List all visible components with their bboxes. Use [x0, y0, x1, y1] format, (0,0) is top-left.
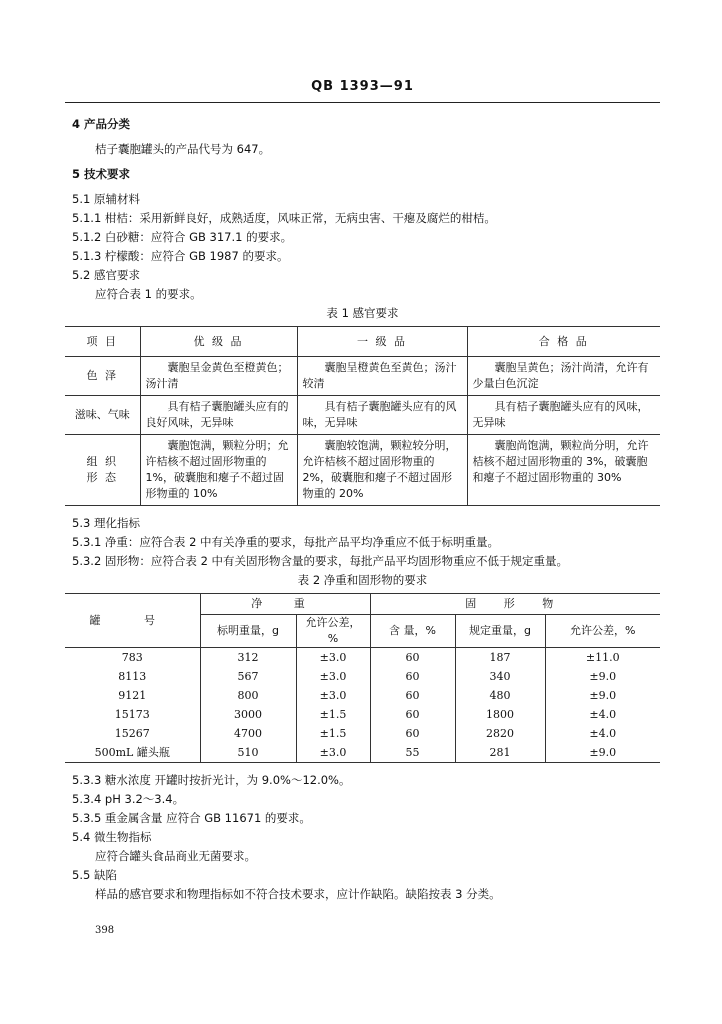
paragraph: 桔子囊胞罐头的产品代号为 647。: [95, 142, 271, 156]
clause: 5.1.1 柑桔：采用新鲜良好，成熟适度，风味正常，无病虫害、干瘪及腐烂的柑桔。: [72, 211, 496, 225]
subsection-heading: 5.1 原辅材料: [72, 192, 140, 206]
table2-caption: 表 2 净重和固形物的要求: [297, 573, 428, 587]
paragraph: 样品的感官要求和物理指标如不符合技术要求，应计作缺陷。缺陷按表 3 分类。: [95, 887, 501, 901]
clause: 5.3.5 重金属含量 应符合 GB 11671 的要求。: [72, 811, 311, 825]
table-cell: 囊胞较饱满，颗粒较分明，允许桔核不超过固形物重的 2%，破囊胞和瘪子不超过固形物重的 20%: [297, 435, 467, 506]
table-header: 允许公差，%: [296, 615, 370, 648]
table-cell: 60: [370, 667, 455, 686]
paragraph: 应符合表 1 的要求。: [95, 287, 202, 301]
table-cell: 4700: [200, 724, 296, 743]
table-cell: ±1.5: [296, 724, 370, 743]
table-cell: 15267: [65, 724, 200, 743]
table-cell: 具有桔子囊胞罐头应有的风味，无异味: [297, 396, 467, 435]
table-header: 含 量，%: [370, 615, 455, 648]
table-header: 罐 号: [65, 594, 200, 648]
document-code-header: QB 1393—91: [311, 79, 414, 94]
table-cell: 500mL 罐头瓶: [65, 743, 200, 763]
table-cell: ±3.0: [296, 648, 370, 668]
table-cell: 囊胞饱满，颗粒分明；允许桔核不超过固形物重的 1%，破囊胞和瘪子不超过固形物重的 10%: [140, 435, 297, 506]
table-cell: 187: [455, 648, 545, 668]
subsection-heading: 5.5 缺陷: [72, 868, 117, 882]
table-cell: 15173: [65, 705, 200, 724]
table-row: [65, 724, 660, 743]
table-header: 固 形 物: [370, 594, 660, 615]
table-header: 一 级 品: [297, 327, 467, 357]
clause: 5.1.2 白砂糖：应符合 GB 317.1 的要求。: [72, 230, 293, 244]
table-row: [65, 435, 660, 506]
table-cell: 8113: [65, 667, 200, 686]
table-row: [65, 396, 660, 435]
row-label: 组 织 形 态: [65, 435, 140, 506]
table-cell: 60: [370, 705, 455, 724]
table-cell: 510: [200, 743, 296, 763]
table-header: 优 级 品: [140, 327, 297, 357]
table-cell: 2820: [455, 724, 545, 743]
table-cell: 具有桔子囊胞罐头应有的风味，无异味: [467, 396, 660, 435]
clause: 5.3.1 净重：应符合表 2 中有关净重的要求，每批产品平均净重应不低于标明重量。: [72, 535, 500, 549]
table-cell: 60: [370, 686, 455, 705]
table-header: 规定重量，g: [455, 615, 545, 648]
table-header: 标明重量，g: [200, 615, 296, 648]
table-cell: 480: [455, 686, 545, 705]
section-heading: 4 产品分类: [72, 117, 131, 131]
table-cell: 囊胞呈黄色；汤汁尚清，允许有少量白色沉淀: [467, 357, 660, 396]
table-row: [65, 648, 660, 668]
subsection-heading: 5.2 感官要求: [72, 268, 140, 282]
table-cell: 281: [455, 743, 545, 763]
table-cell: 囊胞呈橙黄色至黄色；汤汁较清: [297, 357, 467, 396]
table-header: 项 目: [65, 327, 140, 357]
table-cell: 3000: [200, 705, 296, 724]
document-page: [65, 79, 660, 938]
table-cell: ±4.0: [545, 705, 660, 724]
row-label: 滋味、气味: [65, 396, 140, 435]
table-cell: 783: [65, 648, 200, 668]
table-cell: ±3.0: [296, 686, 370, 705]
table-row: [65, 686, 660, 705]
table-cell: 1800: [455, 705, 545, 724]
table-cell: 囊胞尚饱满，颗粒尚分明，允许桔核不超过固形物重的 3%，破囊胞和瘪子不超过固形物重的 30%: [467, 435, 660, 506]
table-cell: 9121: [65, 686, 200, 705]
table-cell: 800: [200, 686, 296, 705]
header-rule: [65, 102, 660, 103]
clause: 5.3.3 糖水浓度 开罐时按折光计，为 9.0%～12.0%。: [72, 773, 351, 787]
table-cell: ±11.0: [545, 648, 660, 668]
table-cell: 60: [370, 724, 455, 743]
table-cell: 567: [200, 667, 296, 686]
table-cell: ±9.0: [545, 667, 660, 686]
section-heading: 5 技术要求: [72, 167, 131, 181]
net-weight-solids-table: [65, 593, 660, 763]
table-cell: 囊胞呈金黄色至橙黄色；汤汁清: [140, 357, 297, 396]
page-number: 398: [95, 925, 115, 936]
subsection-heading: 5.3 理化指标: [72, 516, 140, 530]
table-row: [65, 705, 660, 724]
table-cell: 60: [370, 648, 455, 668]
sensory-requirements-table: [65, 326, 660, 506]
table-row: [65, 743, 660, 763]
table-row: [65, 357, 660, 396]
table-cell: 340: [455, 667, 545, 686]
table-header: 允许公差，%: [545, 615, 660, 648]
table-cell: ±9.0: [545, 686, 660, 705]
table-cell: ±4.0: [545, 724, 660, 743]
table-header: 合 格 品: [467, 327, 660, 357]
subsection-heading: 5.4 微生物指标: [72, 830, 152, 844]
clause: 5.3.2 固形物：应符合表 2 中有关固形物含量的要求，每批产品平均固形物重应不低于规定重量。: [72, 554, 569, 568]
clause: 5.3.4 pH 3.2～3.4。: [72, 792, 185, 806]
table-cell: 312: [200, 648, 296, 668]
row-label: 色 泽: [65, 357, 140, 396]
clause: 5.1.3 柠檬酸：应符合 GB 1987 的要求。: [72, 249, 289, 263]
table-cell: ±9.0: [545, 743, 660, 763]
table-cell: 55: [370, 743, 455, 763]
table-cell: ±1.5: [296, 705, 370, 724]
table-cell: 具有桔子囊胞罐头应有的良好风味，无异味: [140, 396, 297, 435]
table-cell: ±3.0: [296, 743, 370, 763]
table1-caption: 表 1 感官要求: [326, 306, 399, 320]
table-header: 净 重: [200, 594, 370, 615]
table-cell: ±3.0: [296, 667, 370, 686]
table-row: [65, 667, 660, 686]
paragraph: 应符合罐头食品商业无菌要求。: [95, 849, 256, 863]
